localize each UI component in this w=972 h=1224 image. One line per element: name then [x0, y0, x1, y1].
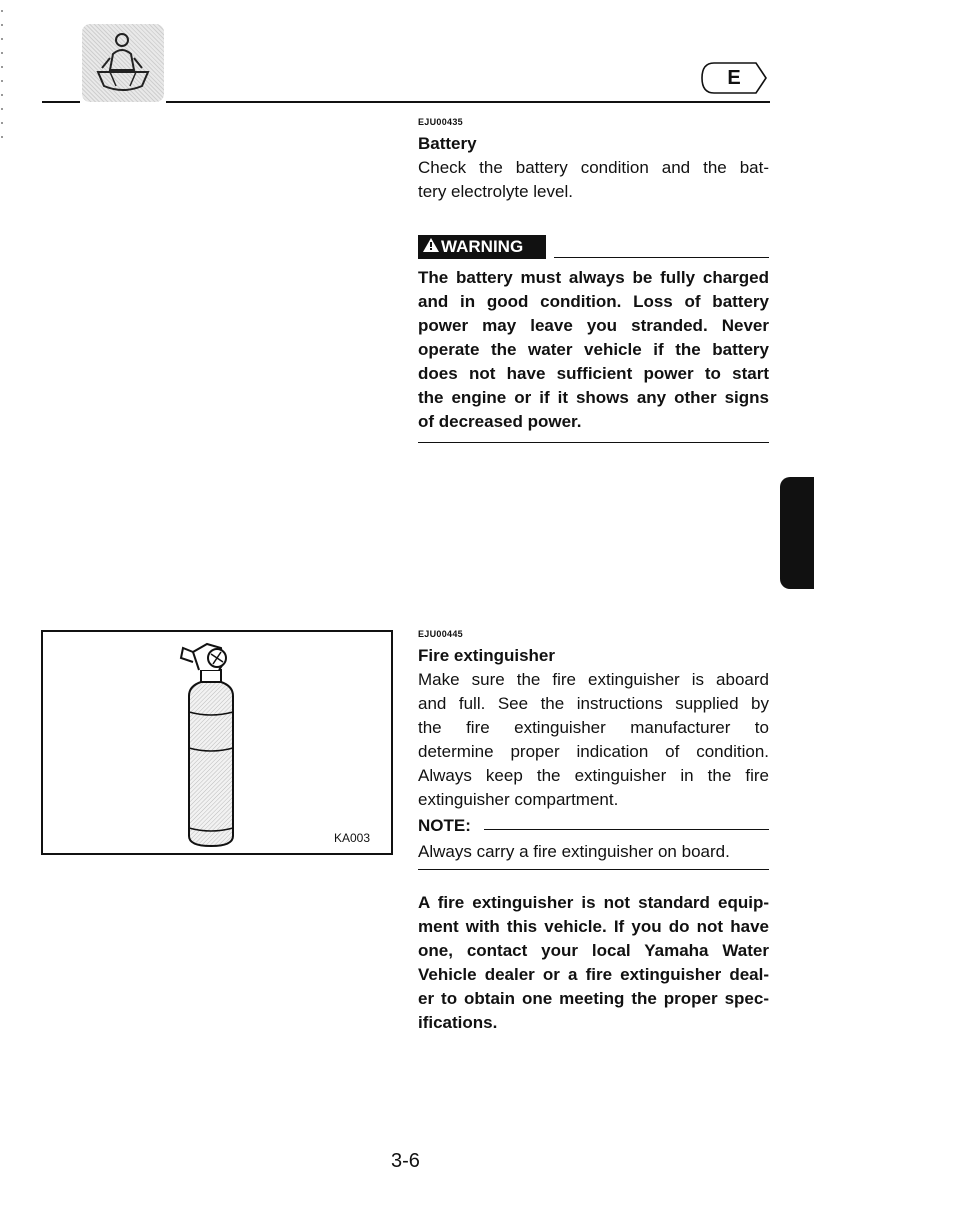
- text-line: and full. See the instructions supplied by: [418, 694, 769, 713]
- note-label: NOTE:: [418, 816, 471, 835]
- section-code-extinguisher: EJU00445: [418, 629, 463, 639]
- section-code-battery: EJU00435: [418, 117, 463, 127]
- text-line: does not have sufficient power to start: [418, 364, 769, 383]
- text-line: power may leave you stranded. Never: [418, 316, 769, 335]
- text-line: Always keep the extinguisher in the fire: [418, 766, 769, 785]
- warning-end-rule: [418, 442, 769, 443]
- text-line: Make sure the fire extinguisher is aboard: [418, 670, 769, 689]
- text-line: operate the water vehicle if the battery: [418, 340, 769, 359]
- section-tab-marker: [780, 477, 814, 589]
- text-line: Vehicle dealer or a fire extinguisher deal-: [418, 965, 769, 984]
- language-badge: E: [727, 67, 741, 89]
- text-line: The battery must always be fully charged: [418, 268, 769, 287]
- text-line: tery electrolyte level.: [418, 182, 573, 201]
- extinguisher-paragraph: [418, 668, 769, 812]
- note-text: Always carry a fire extinguisher on board.: [418, 842, 730, 861]
- binding-edge-marks: [1, 10, 3, 140]
- text-line: one, contact your local Yamaha Water: [418, 941, 769, 960]
- warning-rule: [554, 257, 769, 258]
- battery-paragraph: [418, 156, 769, 204]
- text-line: extinguisher compartment.: [418, 790, 619, 809]
- text-line: and in good condition. Loss of battery: [418, 292, 769, 311]
- warning-banner: [418, 235, 546, 259]
- section-title-battery: Battery: [418, 134, 477, 153]
- watercraft-rider-icon: [82, 24, 164, 102]
- text-line: ment with this vehicle. If you do not have: [418, 917, 769, 936]
- note-end-rule: [418, 869, 769, 870]
- text-line: the fire extinguisher manufacturer to: [418, 718, 769, 737]
- text-line: ifications.: [418, 1013, 498, 1032]
- section-title-extinguisher: Fire extinguisher: [418, 646, 555, 665]
- warning-label: WARNING: [441, 237, 524, 256]
- figure-label: KA003: [334, 831, 371, 845]
- figure-box: [41, 630, 393, 855]
- warning-triangle-icon: [423, 235, 439, 259]
- extinguisher-notice: [418, 891, 769, 1035]
- text-line: A fire extinguisher is not standard equip-: [418, 893, 769, 912]
- text-line: the engine or if it shows any other signs: [418, 388, 769, 407]
- text-line: er to obtain one meeting the proper spec-: [418, 989, 769, 1008]
- warning-text: [418, 266, 769, 434]
- note-rule: [484, 829, 769, 830]
- text-line: determine proper indication of condition.: [418, 742, 769, 761]
- text-line: of decreased power.: [418, 412, 582, 431]
- header-rule: [166, 101, 770, 103]
- header-rule-left: [42, 101, 80, 103]
- text-line: Check the battery condition and the bat-: [418, 158, 769, 177]
- fire-extinguisher-icon: [171, 638, 251, 852]
- page-number: 3-6: [391, 1150, 420, 1172]
